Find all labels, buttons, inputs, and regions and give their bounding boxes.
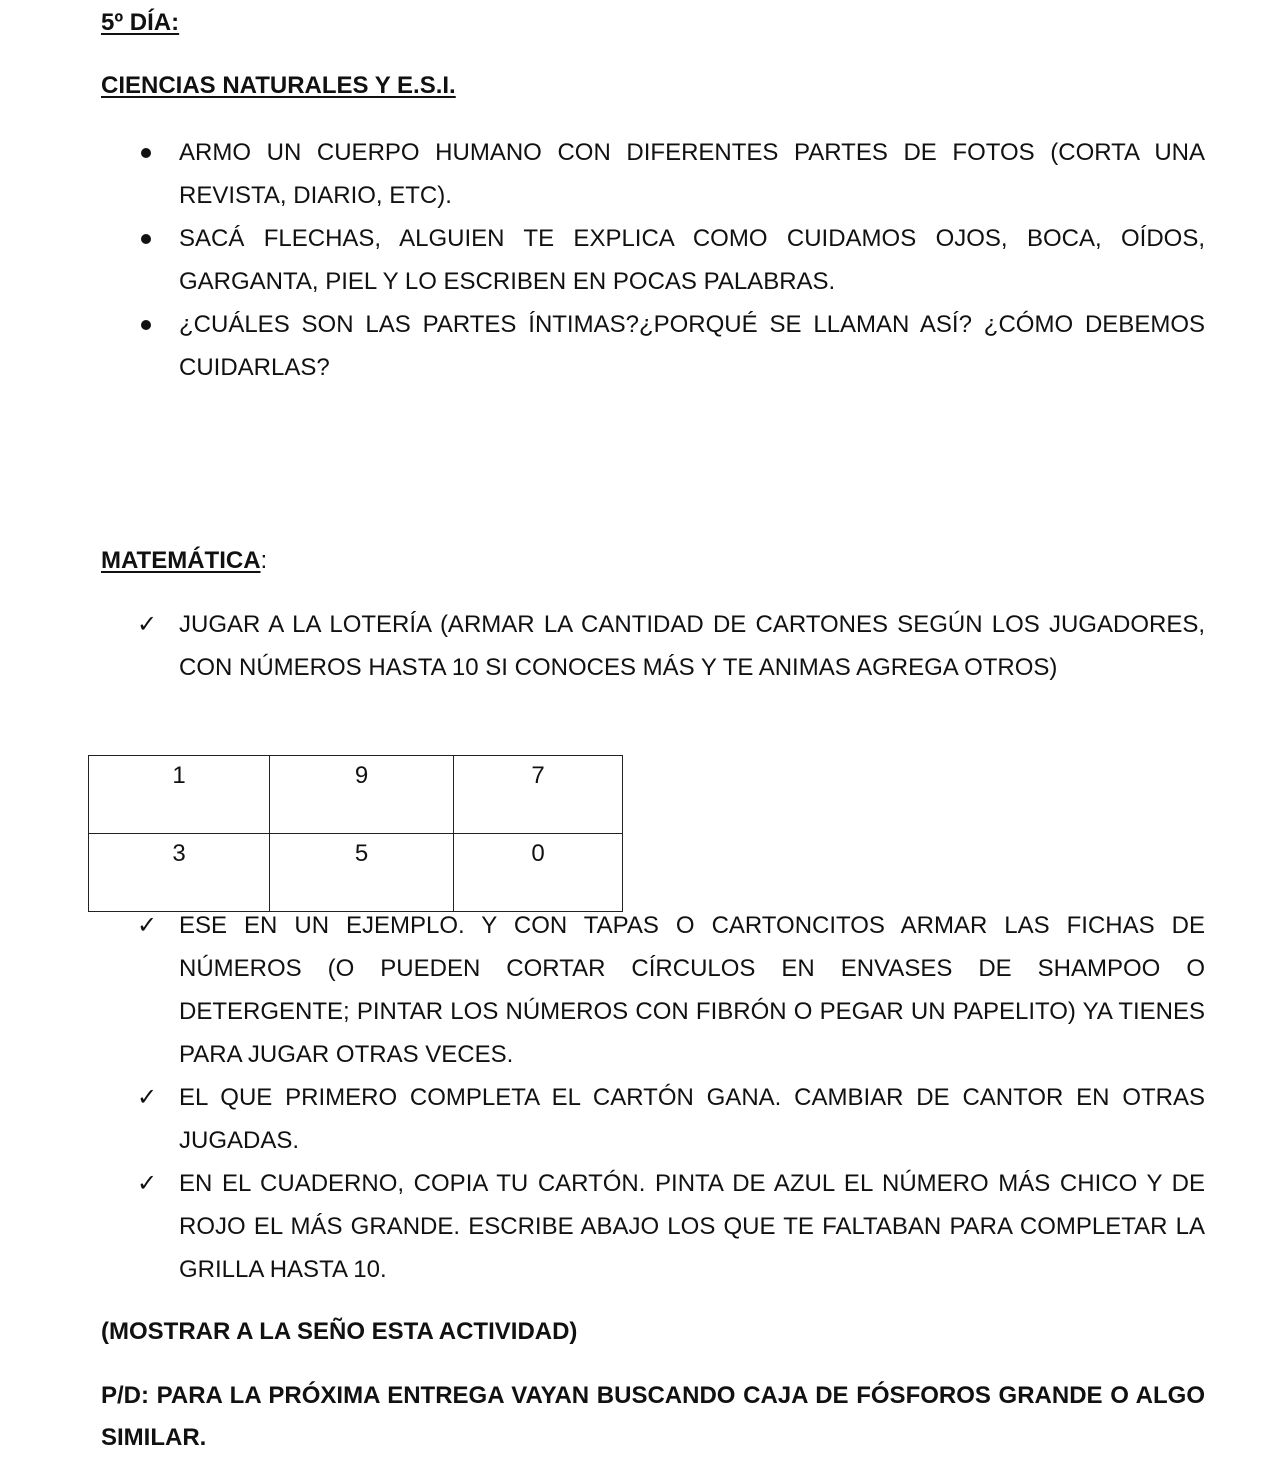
list-item-text: JUGAR A LA LOTERÍA (ARMAR LA CANTIDAD DE CARTONES SEGÚN LOS JUGADORES, CON NÚMEROS HASTA 10 SI CONOCES MÁS Y TE ANIMAS AGREGA OTROS) bbox=[179, 611, 1205, 681]
ciencias-heading bbox=[101, 71, 456, 101]
lottery-card-grid bbox=[88, 755, 623, 912]
grid-row bbox=[89, 834, 623, 912]
grid-cell: 1 bbox=[89, 756, 270, 834]
checkmark-icon: ✓ bbox=[137, 1169, 158, 1197]
list-item bbox=[137, 904, 1205, 1076]
list-item-text: EL QUE PRIMERO COMPLETA EL CARTÓN GANA. CAMBIAR DE CANTOR EN OTRAS JUGADAS. bbox=[179, 1084, 1205, 1154]
matematica-heading-text: MATEMÁTICA bbox=[101, 547, 261, 574]
pd-note: P/D: PARA LA PRÓXIMA ENTREGA VAYAN BUSCANDO CAJA DE FÓSFOROS GRANDE O ALGO SIMILAR. bbox=[101, 1382, 1205, 1451]
list-item bbox=[137, 1162, 1205, 1291]
bullet-icon bbox=[141, 148, 151, 158]
list-item bbox=[137, 303, 1205, 389]
checkmark-icon: ✓ bbox=[137, 610, 158, 638]
show-teacher-note: (MOSTRAR A LA SEÑO ESTA ACTIVIDAD) bbox=[101, 1318, 578, 1345]
checkmark-icon: ✓ bbox=[137, 1083, 158, 1111]
matematica-heading-colon: : bbox=[260, 547, 268, 574]
list-item bbox=[137, 131, 1205, 217]
ciencias-heading-text: CIENCIAS NATURALES Y E.S.I. bbox=[101, 72, 456, 99]
list-item bbox=[137, 217, 1205, 303]
grid-cell: 0 bbox=[454, 834, 623, 912]
day-heading-text: 5º DÍA: bbox=[101, 9, 180, 36]
bullet-icon bbox=[141, 320, 151, 330]
list-item-text: SACÁ FLECHAS, ALGUIEN TE EXPLICA COMO CUIDAMOS OJOS, BOCA, OÍDOS, GARGANTA, PIEL Y LO ESCRIBEN EN POCAS PALABRAS. bbox=[179, 225, 1205, 295]
list-item-text: ESE EN UN EJEMPLO. Y CON TAPAS O CARTONCITOS ARMAR LAS FICHAS DE NÚMEROS (O PUEDEN CORTAR CÍRCULOS EN ENVASES DE SHAMPOO O DETERGENTE; PINTAR LOS NÚMEROS CON FIBRÓN O PEGAR UN PAPELITO) YA TIENES PARA JUGAR OTRAS VECES. bbox=[179, 912, 1205, 1068]
matematica-list-top bbox=[137, 603, 1205, 689]
checkmark-icon: ✓ bbox=[137, 911, 158, 939]
day-heading bbox=[101, 8, 179, 38]
bullet-icon bbox=[141, 234, 151, 244]
list-item bbox=[137, 1076, 1205, 1162]
list-item-text: ¿CUÁLES SON LAS PARTES ÍNTIMAS?¿PORQUÉ SE LLAMAN ASÍ? ¿CÓMO DEBEMOS CUIDARLAS? bbox=[179, 311, 1205, 381]
matematica-list-bottom bbox=[137, 904, 1205, 1291]
list-item bbox=[137, 603, 1205, 689]
ciencias-list bbox=[137, 131, 1205, 389]
list-item-text: ARMO UN CUERPO HUMANO CON DIFERENTES PARTES DE FOTOS (CORTA UNA REVISTA, DIARIO, ETC). bbox=[179, 139, 1205, 209]
grid-cell: 7 bbox=[454, 756, 623, 834]
grid-cell: 9 bbox=[270, 756, 454, 834]
list-item-text: EN EL CUADERNO, COPIA TU CARTÓN. PINTA DE AZUL EL NÚMERO MÁS CHICO Y DE ROJO EL MÁS GRANDE. ESCRIBE ABAJO LOS QUE TE FALTABAN PARA COMPLETAR LA GRILLA HASTA 10. bbox=[179, 1170, 1205, 1283]
grid-row bbox=[89, 756, 623, 834]
matematica-heading bbox=[101, 546, 267, 576]
grid-cell: 5 bbox=[270, 834, 454, 912]
grid-cell: 3 bbox=[89, 834, 270, 912]
